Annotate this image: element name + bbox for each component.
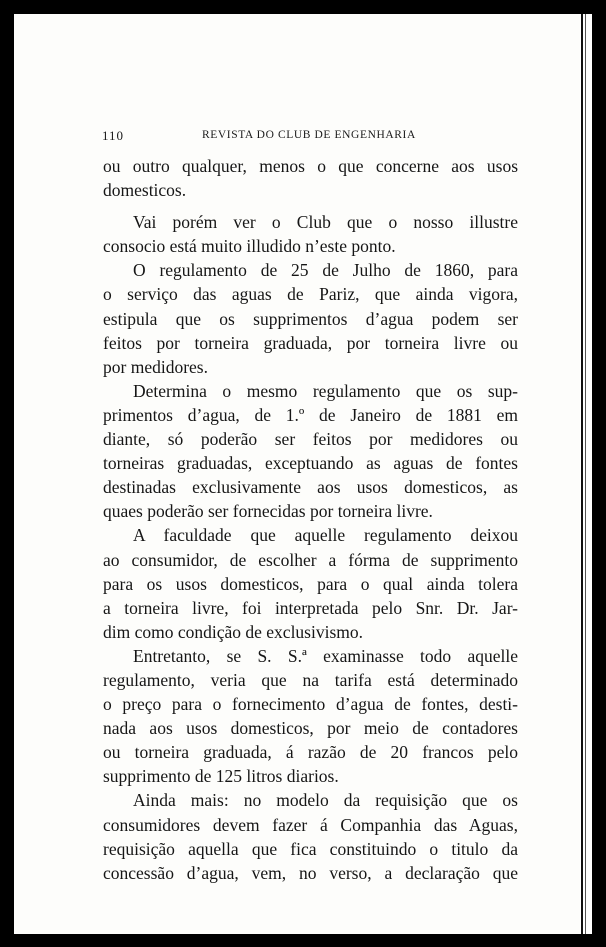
text-line: nada aos usos domesticos, por meio de contadores	[103, 718, 518, 739]
text-line: primentos d’agua, de 1.º de Janeiro de 1881 em	[103, 404, 518, 425]
paragraph	[103, 154, 518, 202]
journal-title: REVISTA DO CLUB DE ENGENHARIA	[202, 129, 416, 141]
text-line: feitos por torneira graduada, por torneira livre ou	[103, 332, 518, 353]
text-line: ou outro qualquer, menos o que concerne aos usos	[103, 156, 518, 176]
paragraph	[103, 210, 518, 258]
text-line: Determina o mesmo regulamento que os sup-	[133, 380, 518, 401]
text-line: consumidores devem fazer á Companhia das Aguas,	[103, 814, 518, 835]
paragraph	[103, 258, 518, 378]
body-text	[103, 154, 518, 885]
text-line: concessão d’agua, vem, no verso, a declaração que	[103, 862, 518, 883]
text-line: Vai porém ver o Club que o nosso illustre	[133, 212, 518, 233]
text-line: para os usos domesticos, para o qual ainda tolera	[103, 573, 518, 594]
text-line: dim como condição de exclusivismo.	[103, 621, 364, 642]
paragraph	[103, 644, 518, 789]
text-line: estipula que os supprimentos d’agua podem ser	[103, 308, 518, 329]
page-edge	[580, 14, 592, 934]
text-line: Entretanto, se S. S.ª examinasse todo aquelle	[133, 645, 518, 666]
text-line: por medidores.	[103, 356, 208, 377]
text-line: o preço para o fornecimento d’agua de fontes, desti-	[103, 694, 518, 715]
text-line: destinadas exclusivamente aos usos domesticos, as	[103, 477, 518, 498]
paragraph	[103, 523, 518, 643]
text-line: quaes poderão ser fornecidas por torneira livre.	[103, 501, 433, 522]
book-page	[14, 14, 580, 934]
text-line: A faculdade que aquelle regulamento deixou	[133, 525, 518, 546]
text-line: supprimento de 125 litros diarios.	[103, 766, 339, 787]
text-line: domesticos.	[103, 180, 187, 201]
paragraph	[103, 788, 518, 884]
text-line: requisição aquella que fica constituindo o titulo da	[103, 838, 518, 859]
text-line: a torneira livre, foi interpretada pelo Snr. Dr. Jar-	[103, 597, 518, 618]
text-line: o serviço das aguas de Pariz, que ainda vigora,	[103, 284, 518, 305]
text-line: regulamento, veria que na tarifa está determinado	[103, 669, 518, 690]
text-line: ao consumidor, de escolher a fórma de supprimento	[103, 549, 518, 570]
text-line: consocio está muito illudido n’este ponto.	[103, 236, 396, 257]
running-head	[102, 128, 522, 148]
text-line: diante, só poderão ser feitos por medidores ou	[103, 429, 518, 450]
paragraph	[103, 379, 518, 524]
text-line: ou torneira graduada, á razão de 20 francos pelo	[103, 742, 518, 763]
page-number: 110	[102, 128, 125, 143]
text-line: O regulamento de 25 de Julho de 1860, para	[133, 260, 518, 281]
text-line: Ainda mais: no modelo da requisição que os	[133, 790, 518, 811]
text-line: torneiras graduadas, exceptuando as aguas de fontes	[103, 453, 518, 474]
